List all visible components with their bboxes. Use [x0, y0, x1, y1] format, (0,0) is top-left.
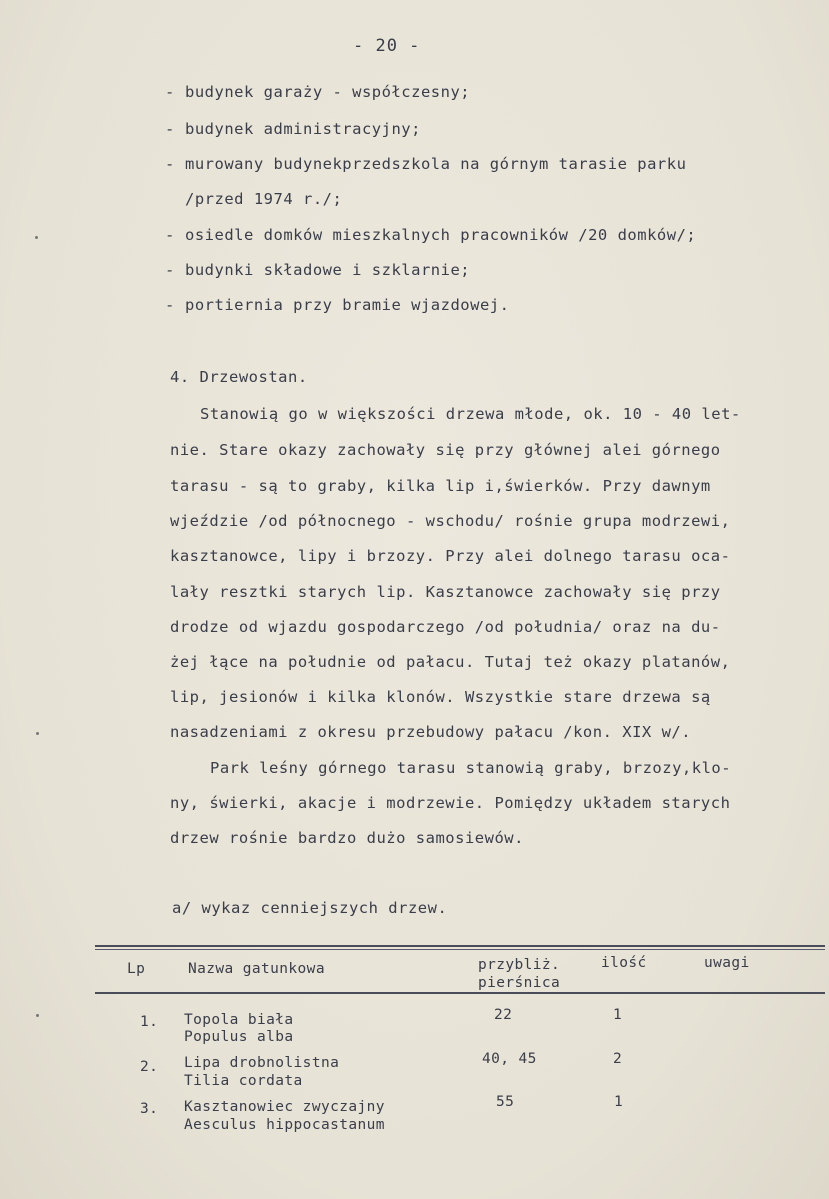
column-header-notes: uwagi: [704, 955, 750, 971]
scan-speck: [35, 236, 38, 239]
table-cell-name: Lipa drobnolistna: [184, 1055, 340, 1071]
table-cell-name: Topola biała: [184, 1012, 294, 1028]
paragraph-line: nie. Stare okazy zachowały się przy głównej alei górnego: [170, 441, 721, 459]
paragraph-line: tarasu - są to graby, kilka lip i,świerków. Przy dawnym: [170, 477, 711, 495]
list-item: [165, 83, 470, 101]
table-header-rule: [95, 992, 825, 994]
table-cell-latin-name: Aesculus hippocastanum: [184, 1117, 385, 1133]
list-bullet: -: [165, 120, 175, 138]
table-cell-girth: 22: [494, 1007, 513, 1023]
page-number: - 20 -: [353, 36, 421, 56]
table-cell-count: 2: [613, 1051, 623, 1067]
table-cell-latin-name: Populus alba: [184, 1029, 294, 1045]
table-cell-count: 1: [614, 1094, 624, 1110]
paragraph-line: wjeździe /od północnego - wschodu/ rośnie grupa modrzewi,: [170, 512, 731, 530]
paragraph-line: żej łące na południe od pałacu. Tutaj też okazy platanów,: [170, 653, 731, 671]
table-cell-count: 1: [613, 1007, 623, 1023]
column-header-girth: przybliż.: [478, 957, 561, 973]
list-bullet: -: [165, 155, 175, 173]
list-bullet: -: [165, 83, 175, 101]
list-item-text: osiedle domków mieszkalnych pracowników /20 domków/;: [185, 226, 697, 244]
paragraph-line: nasadzeniami z okresu przebudowy pałacu /kon. XIX w/.: [170, 723, 692, 741]
scan-speck: [36, 1014, 39, 1017]
list-item-text: portiernia przy bramie wjazdowej.: [185, 296, 510, 314]
list-bullet: -: [165, 296, 175, 314]
column-header-name: Nazwa gatunkowa: [188, 961, 325, 977]
paragraph-line: ny, świerki, akacje i modrzewie. Pomiędzy układem starych: [170, 794, 731, 812]
list-bullet: -: [165, 261, 175, 279]
table-cell-latin-name: Tilia cordata: [184, 1073, 303, 1089]
column-header-girth-line2: pierśnica: [478, 975, 561, 991]
list-item: [165, 120, 421, 138]
table-caption: a/ wykaz cenniejszych drzew.: [172, 899, 448, 917]
paragraph-line: drodze od wjazdu gospodarczego /od południa/ oraz na du-: [170, 618, 721, 636]
paragraph-line: lały resztki starych lip. Kasztanowce zachowały się przy: [170, 583, 721, 601]
table-top-rule-inner: [95, 949, 825, 950]
table-cell-lp: 1.: [140, 1014, 159, 1030]
list-item-text: budynek garaży - współczesny;: [185, 83, 471, 101]
list-bullet: -: [165, 226, 175, 244]
column-header-lp: Lp: [127, 961, 146, 977]
list-item-text: murowany budynekprzedszkola na górnym tarasie parku: [185, 155, 687, 173]
list-item-continuation: /przed 1974 r./;: [185, 190, 343, 208]
table-cell-lp: 2.: [140, 1059, 159, 1075]
paragraph-line: drzew rośnie bardzo dużo samosiewów.: [170, 829, 524, 847]
table-cell-name: Kasztanowiec zwyczajny: [184, 1099, 385, 1115]
paragraph-line: Park leśny górnego tarasu stanowią graby, brzozy,klo-: [210, 759, 732, 777]
table-cell-lp: 3.: [140, 1101, 159, 1117]
table-cell-girth: 40, 45: [482, 1051, 537, 1067]
column-header-count: ilość: [601, 955, 647, 971]
paragraph-line: Stanowią go w większości drzewa młode, ok. 10 - 40 let-: [200, 405, 741, 423]
list-item: [165, 155, 686, 173]
list-item-text: budynki składowe i szklarnie;: [185, 261, 471, 279]
scan-speck: [36, 732, 39, 735]
table-cell-girth: 55: [496, 1094, 515, 1110]
paragraph-line: lip, jesionów i kilka klonów. Wszystkie stare drzewa są: [170, 688, 711, 706]
paragraph-line: kasztanowce, lipy i brzozy. Przy alei dolnego tarasu oca-: [170, 547, 731, 565]
list-item-text: budynek administracyjny;: [185, 120, 421, 138]
list-item: [165, 296, 509, 314]
section-heading: 4. Drzewostan.: [170, 368, 308, 386]
list-item: [165, 226, 696, 244]
list-item: [165, 261, 470, 279]
table-top-rule: [95, 945, 825, 947]
